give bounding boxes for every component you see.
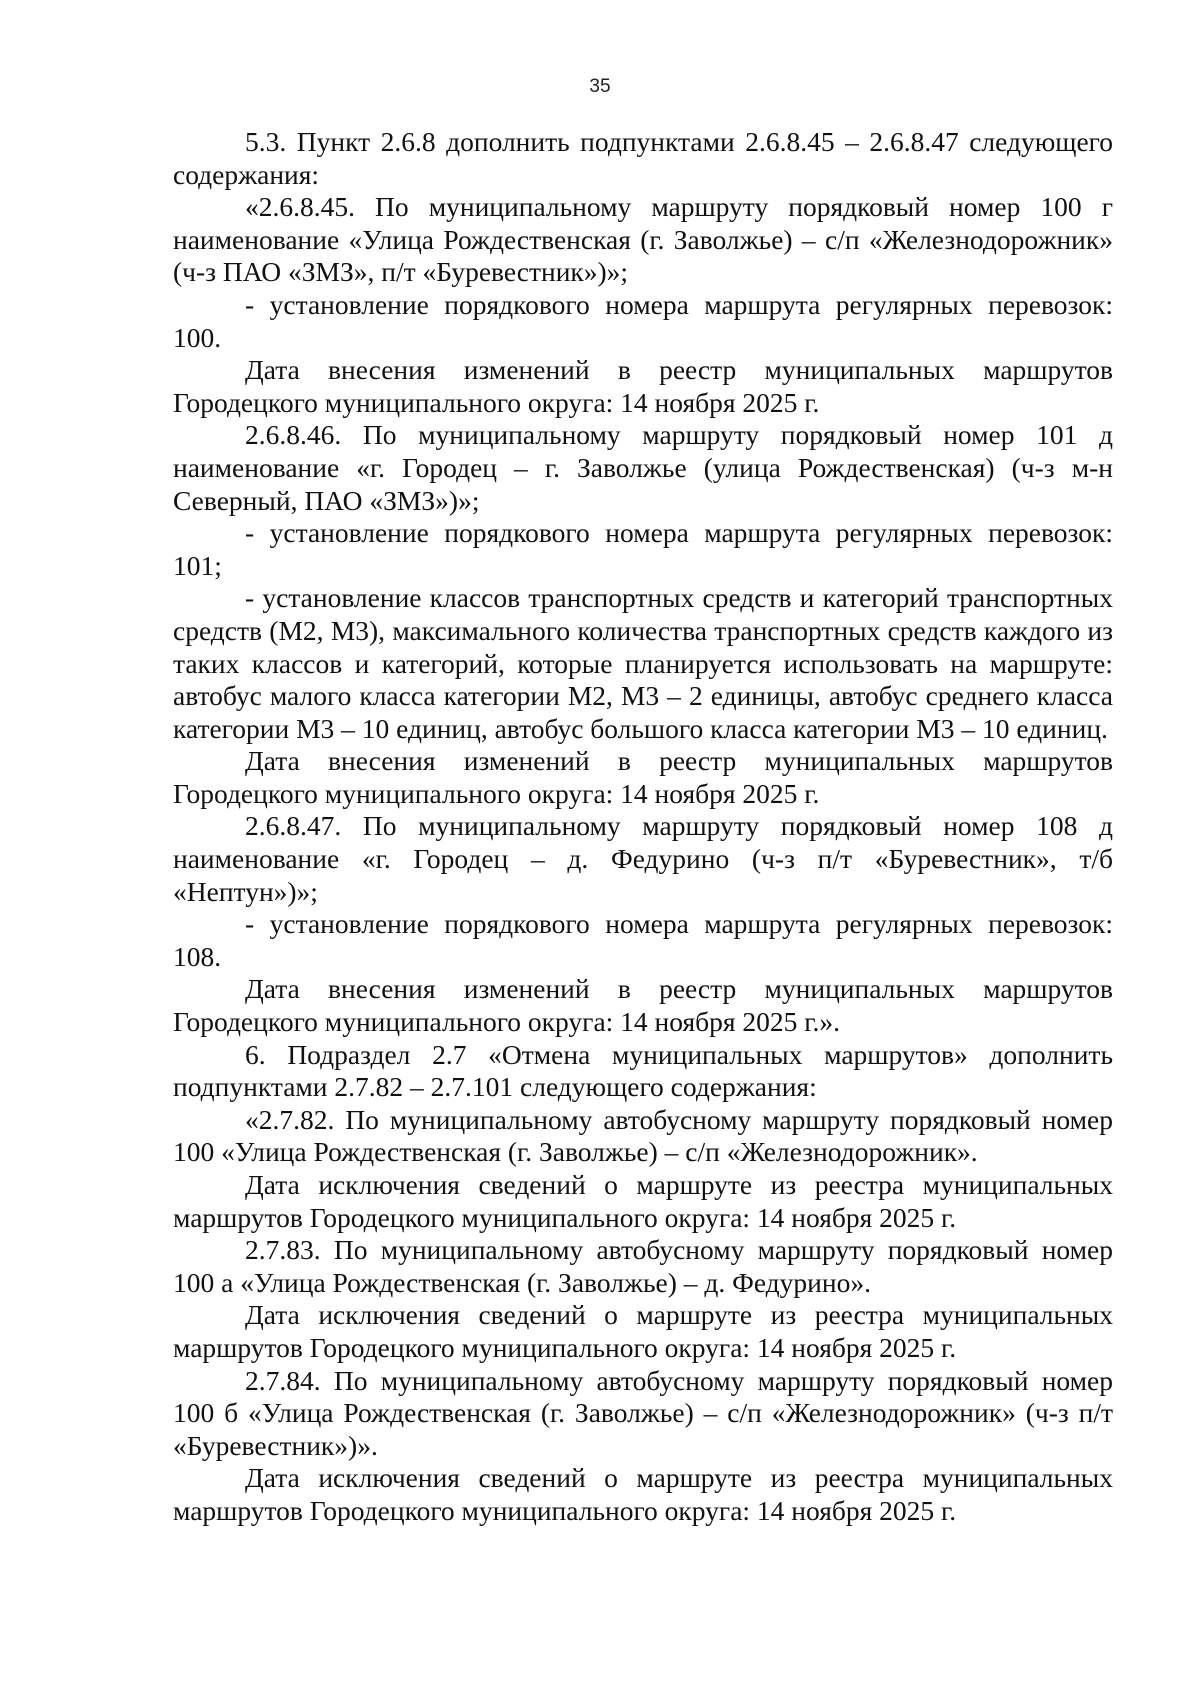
paragraph: 2.6.8.46. По муниципальному маршруту порядковый номер 101 д наименование «г. Городец – г. Заволжье (улица Рождественская) (ч-з м-н Северный, ПАО «ЗМЗ»)»;: [173, 419, 1113, 516]
paragraph: 2.6.8.47. По муниципальному маршруту порядковый номер 108 д наименование «г. Городец – д. Федурино (ч-з п/т «Буревестник», т/б «Нептун»)»;: [173, 810, 1113, 907]
paragraph: 2.7.83. По муниципальному автобусному маршруту порядковый номер 100 а «Улица Рождественская (г. Заволжье) – д. Федурино».: [173, 1234, 1113, 1298]
paragraph: Дата внесения изменений в реестр муниципальных маршрутов Городецкого муниципального округа: 14 ноября 2025 г.: [173, 745, 1113, 809]
paragraph: Дата исключения сведений о маршруте из реестра муниципальных маршрутов Городецкого муниципального округа: 14 ноября 2025 г.: [173, 1169, 1113, 1233]
paragraph: - установление порядкового номера маршрута регулярных перевозок: 100.: [173, 288, 1113, 353]
paragraph: Дата исключения сведений о маршруте из реестра муниципальных маршрутов Городецкого муниципального округа: 14 ноября 2025 г.: [173, 1462, 1113, 1526]
paragraph: 5.3. Пункт 2.6.8 дополнить подпунктами 2.6.8.45 – 2.6.8.47 следующего содержания:: [173, 126, 1113, 190]
paragraph: - установление порядкового номера маршрута регулярных перевозок: 108.: [173, 908, 1113, 972]
paragraph: 6. Подраздел 2.7 «Отмена муниципальных маршрутов» дополнить подпунктами 2.7.82 – 2.7.101 следующего содержания:: [173, 1038, 1113, 1103]
page-number: 35: [589, 76, 611, 97]
paragraph: Дата исключения сведений о маршруте из реестра муниципальных маршрутов Городецкого муниципального округа: 14 ноября 2025 г.: [173, 1299, 1113, 1363]
paragraph: «2.7.82. По муниципальному автобусному маршруту порядковый номер 100 «Улица Рождественская (г. Заволжье) – с/п «Железнодорожник».: [173, 1103, 1113, 1168]
paragraph: Дата внесения изменений в реестр муниципальных маршрутов Городецкого муниципального округа: 14 ноября 2025 г.: [173, 354, 1113, 418]
paragraph: Дата внесения изменений в реестр муниципальных маршрутов Городецкого муниципального округа: 14 ноября 2025 г.».: [173, 973, 1113, 1038]
paragraph: - установление классов транспортных средств и категорий транспортных средств (М2, М3), максимального количества транспортных средств каждого из таких классов и категорий, которые планируется использовать на маршруте: автобус малого класса категории М2, М3 – 2 единицы, автобус среднего класса категории М3 – 10 единиц, автобус большого класса категории М3 – 10 единиц.: [173, 582, 1113, 744]
paragraph: «2.6.8.45. По муниципальному маршруту порядковый номер 100 г наименование «Улица Рождественская (г. Заволжье) – с/п «Железнодорожник» (ч-з ПАО «ЗМЗ», п/т «Буревестник»)»;: [173, 191, 1113, 288]
paragraph: - установление порядкового номера маршрута регулярных перевозок: 101;: [173, 517, 1113, 581]
document-body: [173, 126, 1113, 1528]
paragraph: 2.7.84. По муниципальному автобусному маршруту порядковый номер 100 б «Улица Рождественская (г. Заволжье) – с/п «Железнодорожник» (ч-з п/т «Буревестник»)».: [173, 1364, 1113, 1461]
